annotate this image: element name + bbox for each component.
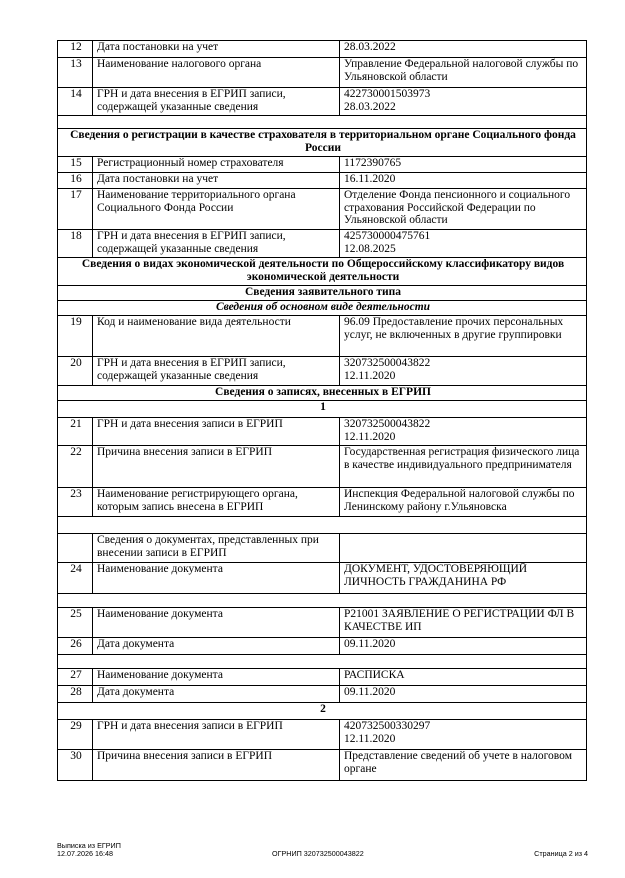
row-number: 27	[58, 669, 93, 686]
row-number: 22	[58, 446, 93, 488]
table-row	[58, 357, 587, 386]
row-label: Причина внесения записи в ЕГРИП	[93, 750, 340, 781]
table-row	[58, 418, 587, 446]
row-label: Дата постановки на учет	[93, 173, 340, 189]
row-number: 23	[58, 488, 93, 517]
docs-subheader: Сведения о документах, представленных при внесении записи в ЕГРИП	[93, 534, 340, 563]
section-header-row	[58, 386, 587, 401]
row-value: 96.09 Предоставление прочих персональных услуг, не включенных в другие группировки	[340, 316, 587, 357]
empty-cell	[58, 534, 93, 563]
record-number: 2	[58, 703, 587, 720]
row-value: Управление Федеральной налоговой службы по Ульяновской области	[340, 58, 587, 88]
row-value: 09.11.2020	[340, 686, 587, 703]
grn-date: 12.11.2020	[344, 369, 396, 382]
row-number: 29	[58, 720, 93, 750]
table-row	[58, 750, 587, 781]
grn-value: 425730000475761	[344, 230, 431, 242]
row-label: Наименование документа	[93, 608, 340, 638]
row-number: 18	[58, 230, 93, 258]
grn-date: 12.08.2025	[344, 242, 396, 255]
row-label: ГРН и дата внесения записи в ЕГРИП	[93, 720, 340, 750]
grn-value: 422730001503973	[344, 88, 431, 100]
row-label: Дата документа	[93, 638, 340, 655]
table-row	[58, 563, 587, 594]
table-row	[58, 446, 587, 488]
row-label: Наименование территориального органа Социального Фонда России	[93, 189, 340, 230]
spacer-row	[58, 517, 587, 534]
empty-cell	[58, 655, 587, 669]
row-value: Государственная регистрация физического лица в качестве индивидуального предпринимателя	[340, 446, 587, 488]
record-group-row	[58, 401, 587, 418]
row-number: 26	[58, 638, 93, 655]
table-row	[58, 686, 587, 703]
table-row	[58, 316, 587, 357]
grn-value: 420732500330297	[344, 720, 431, 732]
section-header-insurer: Сведения о регистрации в качестве страхователя в территориальном органе Социального фонда России	[58, 129, 587, 157]
table-row	[58, 488, 587, 517]
footer-ogrnip: ОГРНИП 320732500043822	[272, 849, 364, 858]
table-row	[58, 230, 587, 258]
row-number: 13	[58, 58, 93, 88]
grn-date: 12.11.2020	[344, 430, 396, 443]
row-number: 28	[58, 686, 93, 703]
row-number: 15	[58, 157, 93, 173]
row-label: ГРН и дата внесения в ЕГРИП записи, содержащей указанные сведения	[93, 88, 340, 116]
grn-value: 320732500043822	[344, 357, 431, 369]
section-header-row	[58, 286, 587, 301]
section-header-row	[58, 129, 587, 157]
row-value	[340, 357, 587, 386]
row-value: 28.03.2022	[340, 41, 587, 58]
row-value: 09.11.2020	[340, 638, 587, 655]
record-group-row	[58, 703, 587, 720]
table-row	[58, 157, 587, 173]
table-row	[58, 720, 587, 750]
row-number: 14	[58, 88, 93, 116]
empty-cell	[58, 517, 587, 534]
row-label: Дата документа	[93, 686, 340, 703]
row-number: 20	[58, 357, 93, 386]
spacer-row	[58, 594, 587, 608]
row-number: 25	[58, 608, 93, 638]
grn-date: 12.11.2020	[344, 732, 396, 745]
empty-cell	[58, 594, 587, 608]
row-label: ГРН и дата внесения в ЕГРИП записи, содержащей указанные сведения	[93, 230, 340, 258]
table-row	[58, 41, 587, 58]
section-header-okved-type: Сведения заявительного типа	[58, 286, 587, 301]
grn-value: 320732500043822	[344, 418, 431, 430]
section-subheader-row	[58, 301, 587, 316]
section-header-okved: Сведения о видах экономической деятельности по Общероссийскому классификатору видов экономической деятельности	[58, 258, 587, 286]
table-row	[58, 88, 587, 116]
row-number: 19	[58, 316, 93, 357]
footer-doc-title: Выписка из ЕГРИП	[57, 841, 121, 850]
row-label: Код и наименование вида деятельности	[93, 316, 340, 357]
row-value: ДОКУМЕНТ, УДОСТОВЕРЯЮЩИЙ ЛИЧНОСТЬ ГРАЖДАНИНА РФ	[340, 563, 587, 594]
row-label: Наименование документа	[93, 563, 340, 594]
row-label: Наименование документа	[93, 669, 340, 686]
spacer-row	[58, 655, 587, 669]
row-value: Инспекция Федеральной налоговой службы по Ленинскому району г.Ульяновска	[340, 488, 587, 517]
row-value: 16.11.2020	[340, 173, 587, 189]
table-row	[58, 608, 587, 638]
egrip-extract-table	[57, 40, 587, 781]
row-value	[340, 720, 587, 750]
row-number: 17	[58, 189, 93, 230]
row-value	[340, 418, 587, 446]
row-label: Наименование регистрирующего органа, которым запись внесена в ЕГРИП	[93, 488, 340, 517]
record-number: 1	[58, 401, 587, 418]
row-value: Р21001 ЗАЯВЛЕНИЕ О РЕГИСТРАЦИИ ФЛ В КАЧЕСТВЕ ИП	[340, 608, 587, 638]
table-row	[58, 189, 587, 230]
row-number: 16	[58, 173, 93, 189]
spacer-row	[58, 116, 587, 129]
row-label: Наименование налогового органа	[93, 58, 340, 88]
footer-left	[57, 842, 121, 858]
row-label: Дата постановки на учет	[93, 41, 340, 58]
row-number: 30	[58, 750, 93, 781]
row-value: Представление сведений об учете в налоговом органе	[340, 750, 587, 781]
row-value: 1172390765	[340, 157, 587, 173]
row-label: Регистрационный номер страхователя	[93, 157, 340, 173]
row-number: 12	[58, 41, 93, 58]
footer-page-number: Страница 2 из 4	[534, 849, 588, 858]
table-row	[58, 669, 587, 686]
row-value	[340, 88, 587, 116]
table-row	[58, 173, 587, 189]
row-value: РАСПИСКА	[340, 669, 587, 686]
row-label: ГРН и дата внесения в ЕГРИП записи, содержащей указанные сведения	[93, 357, 340, 386]
section-header-records: Сведения о записях, внесенных в ЕГРИП	[58, 386, 587, 401]
empty-cell	[340, 534, 587, 563]
row-number: 21	[58, 418, 93, 446]
footer-datetime: 12.07.2026 16:48	[57, 849, 113, 858]
row-label: ГРН и дата внесения записи в ЕГРИП	[93, 418, 340, 446]
table-row	[58, 58, 587, 88]
section-header-row	[58, 258, 587, 286]
row-value	[340, 230, 587, 258]
row-label: Причина внесения записи в ЕГРИП	[93, 446, 340, 488]
grn-date: 28.03.2022	[344, 100, 396, 113]
row-number: 24	[58, 563, 93, 594]
table-row	[58, 534, 587, 563]
section-header-main-activity: Сведения об основном виде деятельности	[58, 301, 587, 316]
table-row	[58, 638, 587, 655]
row-value: Отделение Фонда пенсионного и социального страхования Российской Федерации по Ульяновской области	[340, 189, 587, 230]
empty-cell	[58, 116, 587, 129]
